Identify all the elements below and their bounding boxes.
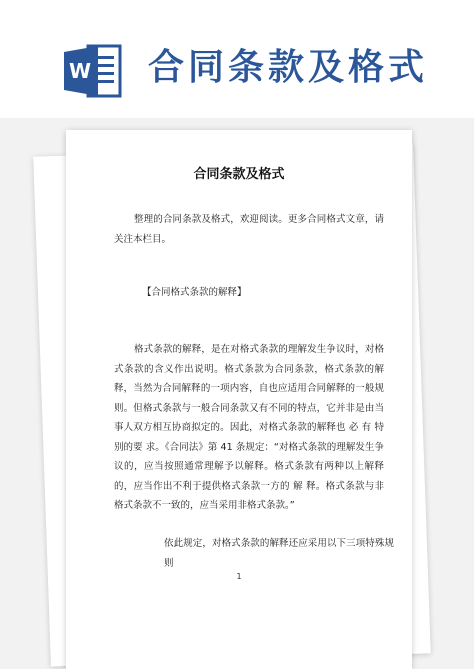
page-number: 1 [236,572,242,581]
header-banner [0,0,474,118]
closing-paragraph: 依此规定，对格式条款的解释还应采用以下三项特殊规则 [164,538,394,569]
banner-title: 合同条款及格式 [148,47,429,88]
word-doc-icon [62,42,124,100]
body-paragraph: 格式条款的解释，是在对格式条款的理解发生争议时，对格式条款的含义作出说明。格式条款为合同条款，格式条款的解释，当然为合同解释的一项内容，自也应适用合同解释的一般规则。但格式条款与一般合同条款又有不同的特点，它并非是由当事人双方相互协商拟定的。因此，对格式条款的解释也 必 有 特别的要 求。《合同法》第 41 条规定：“对格式条款的理解发生争议的，应当按照通常理解予以解释。格式条款有两种以上解释的，应当作出不利于提供格式条款一方的 解 释。格式条款与非格式条款不一致的，应当采用非格式条款。” [114,344,384,511]
document-page [66,130,412,669]
document-title: 合同条款及格式 [193,167,285,182]
section-heading: 【合同格式条款的解释】 [142,287,247,298]
svg-text:W: W [68,59,92,83]
intro-paragraph: 整理的合同条款及格式，欢迎阅读。更多合同格式文章，请关注本栏目。 [114,214,384,245]
